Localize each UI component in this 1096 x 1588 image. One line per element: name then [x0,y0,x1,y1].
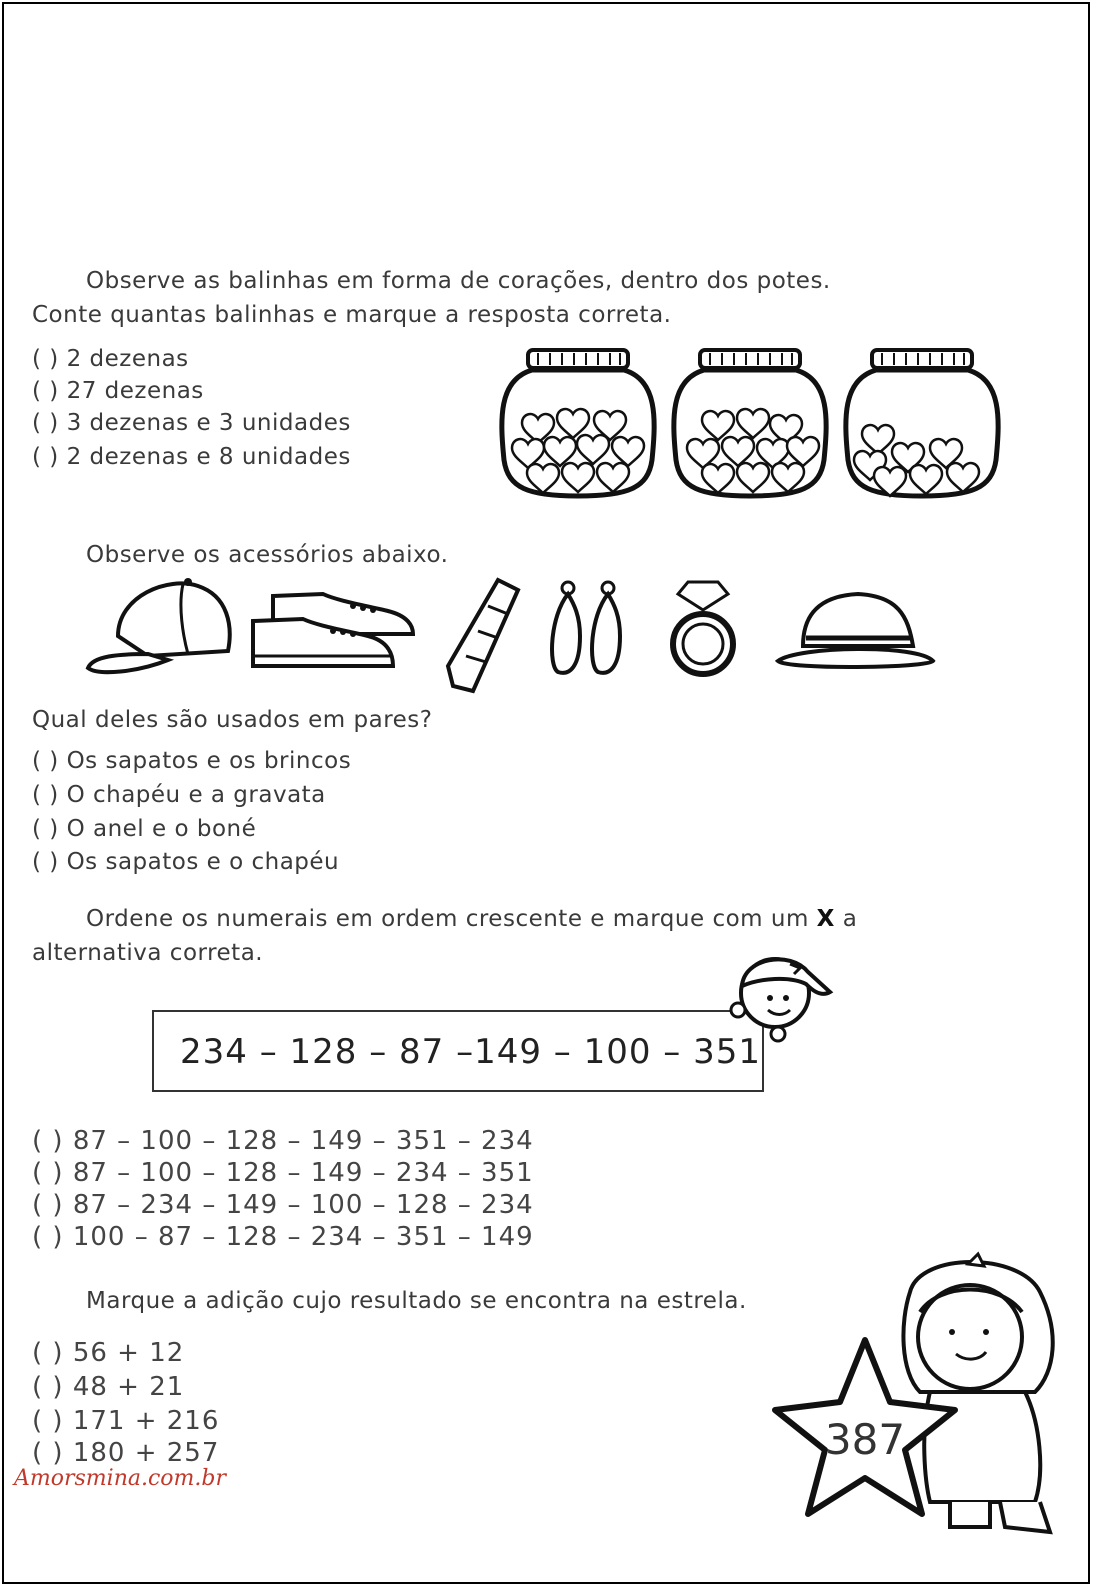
q3-line2: alternativa correta. [32,940,264,966]
q1-line1: Observe as balinhas em forma de corações, dentro dos potes. [86,268,831,294]
accessories-illustration [88,576,928,696]
q1-line2: Conte quantas balinhas e marque a resposta correta. [32,302,672,328]
q3-option-2[interactable]: ( ) 87 – 100 – 128 – 149 – 234 – 351 [32,1158,534,1188]
jar-3 [846,350,998,496]
q4-option-3[interactable]: ( ) 171 + 216 [32,1406,220,1436]
q3-line1-end: a [834,906,858,932]
q3-line1 [86,906,857,932]
boy-illustration [720,948,850,1048]
q2-option-4[interactable]: ( ) Os sapatos e o chapéu [32,849,340,875]
q1-option-3[interactable]: ( ) 3 dezenas e 3 unidades [32,410,351,436]
q2-question: Qual deles são usados em pares? [32,707,433,733]
q2-option-1[interactable]: ( ) Os sapatos e os brincos [32,748,352,774]
q3-line1-x: X [816,906,835,932]
q2-option-2[interactable]: ( ) O chapéu e a gravata [32,782,326,808]
q2-intro: Observe os acessórios abaixo. [86,542,449,568]
q3-option-3[interactable]: ( ) 87 – 234 – 149 – 100 – 128 – 234 [32,1190,534,1220]
sequence-box [152,1010,764,1092]
ring-icon [673,582,733,674]
star-value: 387 [824,1415,906,1464]
q1-option-1[interactable]: ( ) 2 dezenas [32,346,189,372]
q2-option-3[interactable]: ( ) O anel e o boné [32,816,257,842]
q3-line1-start: Ordene os numerais em ordem crescente e marque com um [86,906,817,932]
q4-intro: Marque a adição cujo resultado se encontra na estrela. [86,1288,747,1314]
cap-icon [88,578,230,672]
jar-1 [502,350,654,496]
q4-option-4[interactable]: ( ) 180 + 257 [32,1438,220,1468]
earrings-icon [552,582,620,673]
jar-2 [674,350,826,496]
sequence-text: 234 – 128 – 87 –149 – 100 – 351 [180,1032,762,1072]
q3-option-4[interactable]: ( ) 100 – 87 – 128 – 234 – 351 – 149 [32,1222,534,1252]
q4-option-1[interactable]: ( ) 56 + 12 [32,1338,185,1368]
site-logo: Amorsmina.com.br [14,1466,226,1491]
shoes-icon [253,594,413,666]
candy-jars-illustration [498,350,998,500]
worksheet-page [2,2,1090,1584]
q1-option-4[interactable]: ( ) 2 dezenas e 8 unidades [32,444,351,470]
q3-option-1[interactable]: ( ) 87 – 100 – 128 – 149 – 351 – 234 [32,1126,534,1156]
tie-icon [448,580,518,691]
q1-option-2[interactable]: ( ) 27 dezenas [32,378,204,404]
girl-star-illustration [760,1252,1080,1542]
hat-icon [778,594,933,667]
q4-option-2[interactable]: ( ) 48 + 21 [32,1372,185,1402]
